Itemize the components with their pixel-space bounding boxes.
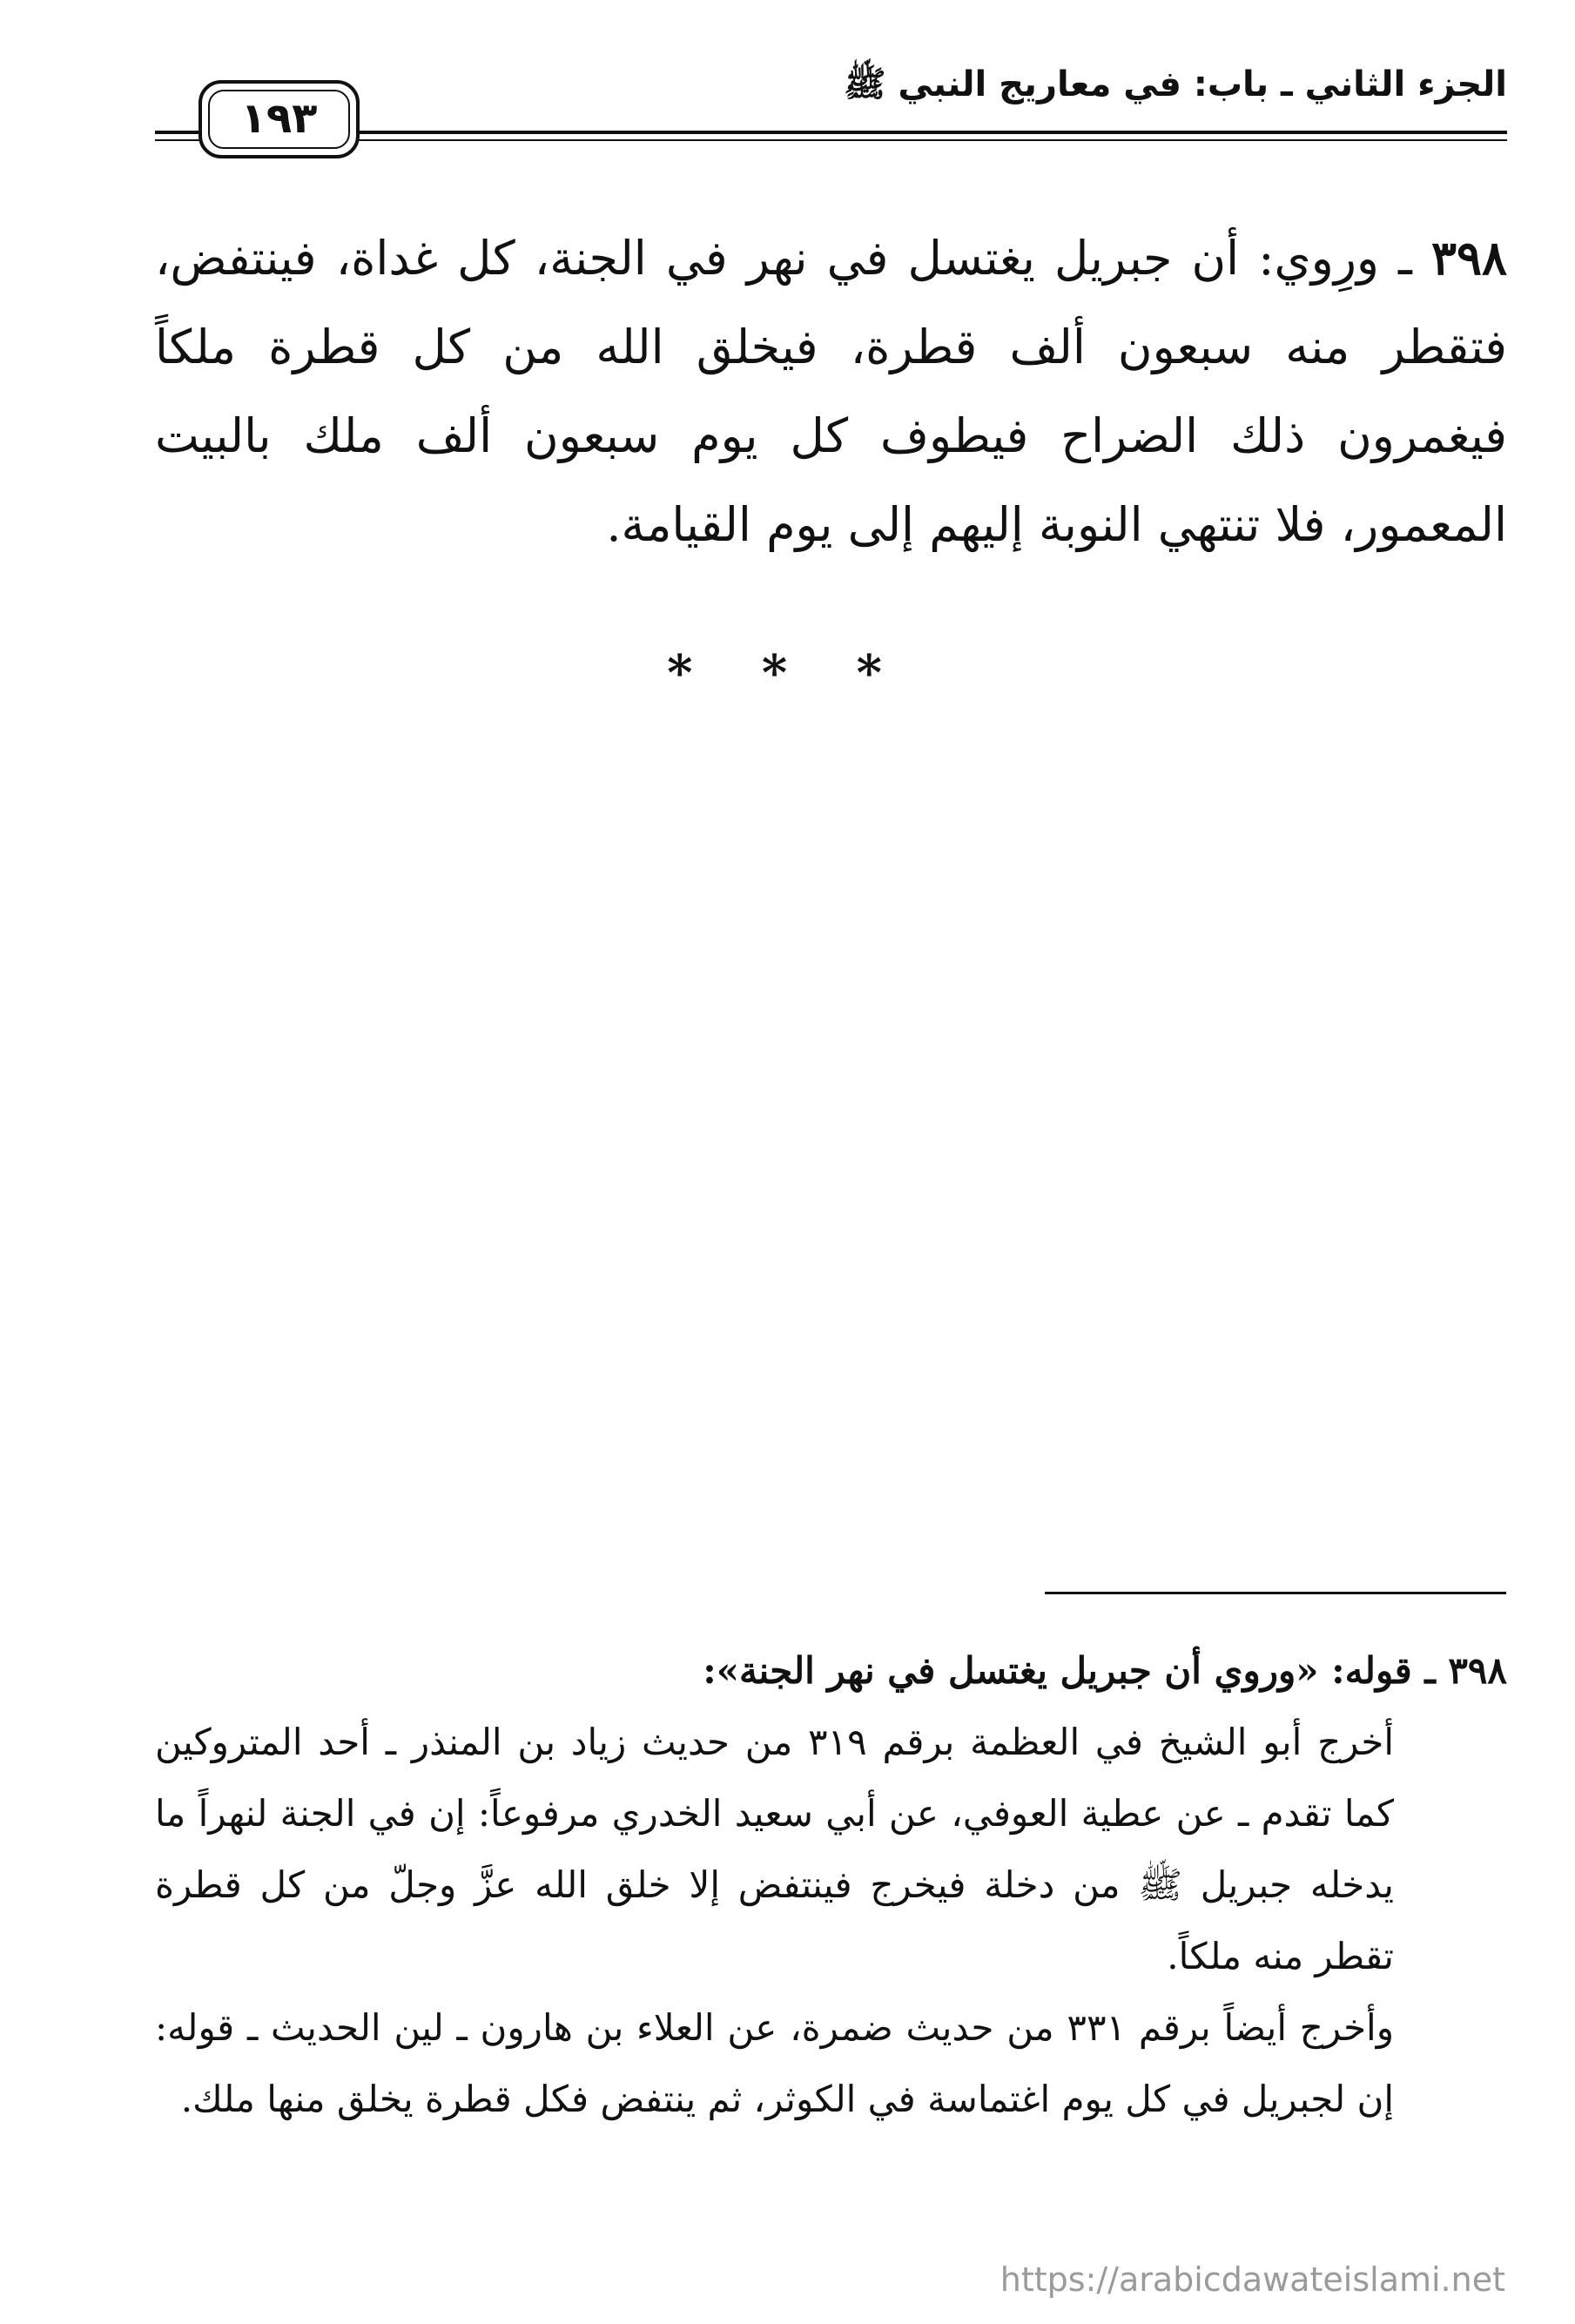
- footnote-rule: [1045, 1592, 1506, 1594]
- main-paragraph: ـ ورِوي: أن جبريل يغتسل في نهر في الجنة، كل غداة، فينتفض، فتقطر منه سبعون ألف قطرة، فيخلق الله من كل قطرة ملكاً فيغمرون ذلك الضراح فيطوف كل يوم سبعون ألف ملك بالبيت المعمور، فلا تنتهي النوبة إليهم إلى يوم القيامة.: [155, 231, 1507, 552]
- page-number-frame: [199, 80, 360, 158]
- page-number: ١٩٣: [240, 94, 318, 143]
- footnotes: [155, 1635, 1507, 2135]
- footnote-heading: ٣٩٨ ـ قوله: «وروي أن جبريل يغتسل في نهر الجنة»:: [703, 1649, 1507, 1692]
- main-text: [155, 213, 1507, 569]
- watermark-url: https://arabicdawateislami.net: [1000, 2260, 1505, 2299]
- footnote-paragraph: وأخرج أيضاً برقم ٣٣١ من حديث ضمرة، عن العلاء بن هارون ـ لين الحديث ـ قوله: إن لجبريل في كل يوم اغتماسة في الكوثر، ثم ينتفض فكل قطرة يخلق منها ملك.: [155, 2006, 1394, 2120]
- running-title: الجزء الثاني ـ باب: في معاريج النبي ﷺ: [844, 64, 1507, 104]
- section-ornament: * * *: [667, 644, 908, 702]
- entry-number: ٣٩٨: [1430, 230, 1507, 286]
- footnote-paragraph: أخرج أبو الشيخ في العظمة برقم ٣١٩ من حديث زياد بن المنذر ـ أحد المتروكين كما تقدم ـ عن عطية العوفي، عن أبي سعيد الخدري مرفوعاً: إن في الجنة لنهراً ما يدخله جبريل ﷺ من دخلة فيخرج فينتفض إلا خلق الله عزَّ وجلّ من كل قطرة تقطر منه ملكاً.: [155, 1721, 1394, 1977]
